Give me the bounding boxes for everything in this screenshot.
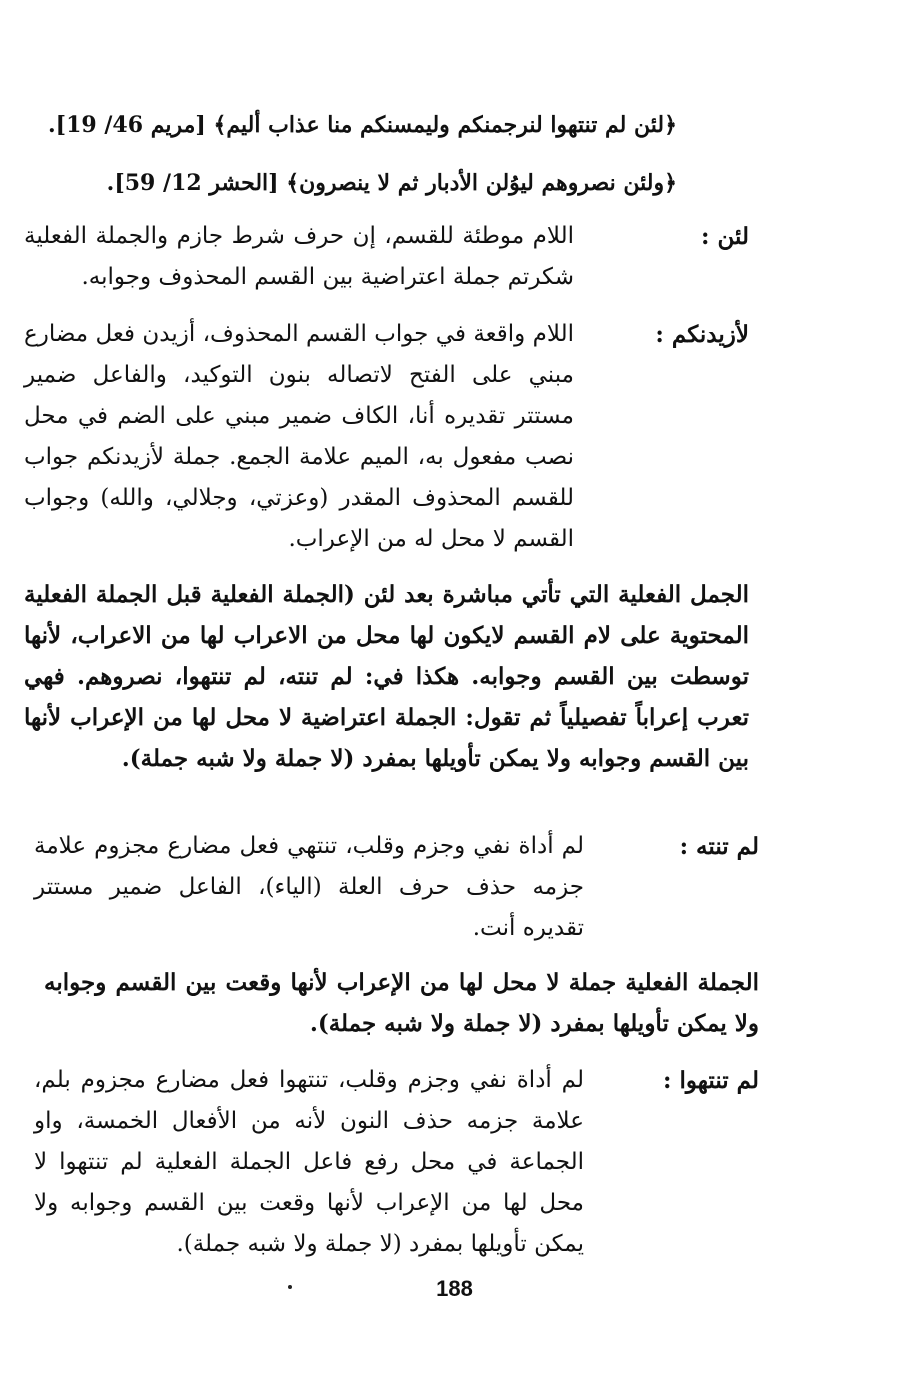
entry-text: اللام موطئة للقسم، إن حرف شرط جازم والجملة الفعلية شكرتم جملة اعتراضية بين القسم المحذوف وجوابه. bbox=[24, 223, 574, 290]
explanation-paragraph-2: الجملة الفعلية جملة لا محل لها من الإعراب لأنها وقعت بين القسم وجوابه ولا يمكن تأويلها بمفرد (لا جملة ولا شبه جملة). bbox=[44, 969, 759, 1037]
quran-verse-2: ﴿ولئن نصروهم ليوُلن الأدبار ثم لا ينصرون﴾ [الحشر 12/ 59]. bbox=[106, 170, 677, 196]
entry-lain bbox=[24, 216, 749, 298]
entry-term: لأزيدنكم : bbox=[655, 321, 749, 348]
page-number: 188 bbox=[436, 1276, 473, 1301]
entry-term: لم تنته : bbox=[679, 833, 759, 860]
entry-laazidannakum bbox=[24, 314, 749, 560]
entry-lam-tantahu bbox=[34, 1060, 759, 1265]
entry-term: لم تنتهوا : bbox=[663, 1067, 759, 1094]
entry-text: اللام واقعة في جواب القسم المحذوف، أزيدن فعل مضارع مبني على الفتح لاتصاله بنون التوكيد، والفاعل ضمير مستتر تقديره أنا، الكاف ضمير مبني على الضم في محل نصب مفعول به، الميم علامة الجمع. جملة لأزيدنكم جواب للقسم المحذوف المقدر (وعزتي، وجلالي، والله) وجواب القسم لا محل له من الإعراب. bbox=[24, 321, 574, 552]
entry-text: لم أداة نفي وجزم وقلب، تنتهوا فعل مضارع مجزوم بلم، علامة جزمه حذف النون لأنه من الأفعال الخمسة، واو الجماعة في محل رفع فاعل الجملة الفعلية لم تنتهوا لا محل لها من الإعراب لأنها وقعت بين القسم وجوابه ولا يمكن تأويلها بمفرد (لا جملة ولا شبه جملة). bbox=[34, 1067, 584, 1257]
quran-verse-1: ﴿لئن لم تنتهوا لنرجمنكم وليمسنكم منا عذاب أليم﴾ [مريم 46/ 19]. bbox=[48, 112, 677, 138]
explanation-paragraph-1: الجمل الفعلية التي تأتي مباشرة بعد لئن (الجملة الفعلية قبل الجملة الفعلية المحتوية على لام القسم لايكون لها محل من الاعراب لها من الاعراب، لأنها توسطت بين القسم وجوابه. هكذا في: لم تنته، لم تنتهوا، نصروهم. فهي تعرب إعراباً تفصيلياً ثم تقول: الجملة اعتراضية لا محل لها من الإعراب لأنها بين القسم وجوابه ولا يمكن تأويلها بمفرد (لا جملة ولا شبه جملة). bbox=[24, 581, 749, 772]
entry-text: لم أداة نفي وجزم وقلب، تنتهي فعل مضارع مجزوم علامة جزمه حذف حرف العلة (الياء)، الفاعل ضمير مستتر تقديره أنت. bbox=[34, 833, 584, 941]
entry-term: لئن : bbox=[701, 223, 749, 250]
entry-lam-tantah bbox=[34, 826, 759, 949]
